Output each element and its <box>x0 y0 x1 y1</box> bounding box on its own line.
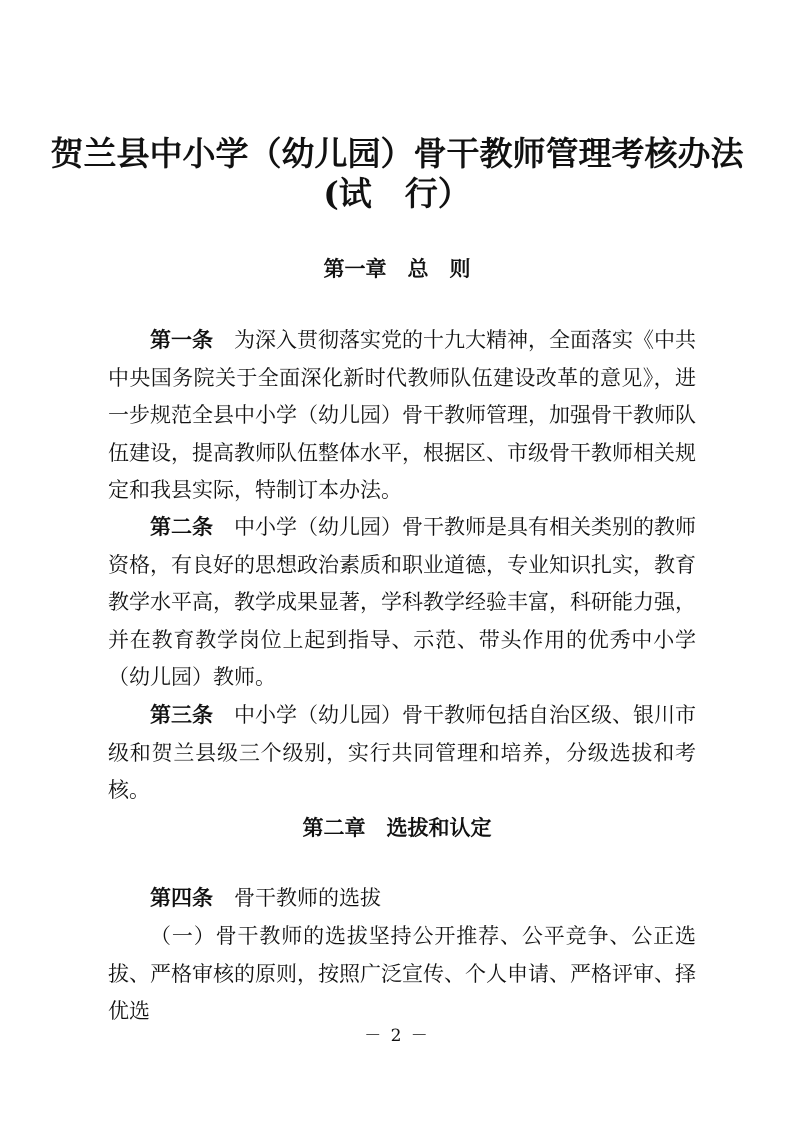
article-number: 第二条 <box>150 515 213 539</box>
article-text: 骨干教师的选拔 <box>234 886 381 910</box>
clause-text: （一）骨干教师的选拔坚持公开推荐、公平竞争、公正选拔、严格审核的原则，按照广泛宣传、个人申请、严格评审、择优选 <box>108 924 696 1024</box>
article-text: 中小学（幼儿园）骨干教师包括自治区级、银川市级和贺兰县级三个级别，实行共同管理和培养，分级选拔和考核。 <box>108 703 696 803</box>
article-paragraph <box>108 880 696 918</box>
article-number: 第四条 <box>150 886 213 910</box>
document-title-subtitle: (试 行） <box>323 174 471 213</box>
article-text: 中小学（幼儿园）骨干教师是具有相关类别的教师资格，有良好的思想政治素质和职业道德，专业知识扎实，教育教学水平高，教学成果显著，学科教学经验丰富，科研能力强，并在教育教学岗位上起到指导、示范、带头作用的优秀中小学（幼儿园）教师。 <box>108 515 696 690</box>
article-number: 第一条 <box>150 328 213 352</box>
article-number: 第三条 <box>150 703 213 727</box>
article-paragraph <box>108 322 696 510</box>
page-number: － 2 － <box>364 1026 430 1046</box>
clause-paragraph <box>108 918 696 1031</box>
chapter-heading: 第二章 选拔和认定 <box>302 816 492 840</box>
article-paragraph <box>108 697 696 810</box>
chapter-heading: 第一章 总 则 <box>323 257 471 281</box>
document-title: 贺兰县中小学（幼儿园）骨干教师管理考核办法 <box>50 134 744 173</box>
article-text: 为深入贯彻落实党的十九大精神，全面落实《中共中央国务院关于全面深化新时代教师队伍建设改革的意见》，进一步规范全县中小学（幼儿园）骨干教师管理，加强骨干教师队伍建设，提高教师队伍整体水平，根据区、市级骨干教师相关规定和我县实际，特制订本办法。 <box>108 328 696 503</box>
article-paragraph <box>108 509 696 697</box>
